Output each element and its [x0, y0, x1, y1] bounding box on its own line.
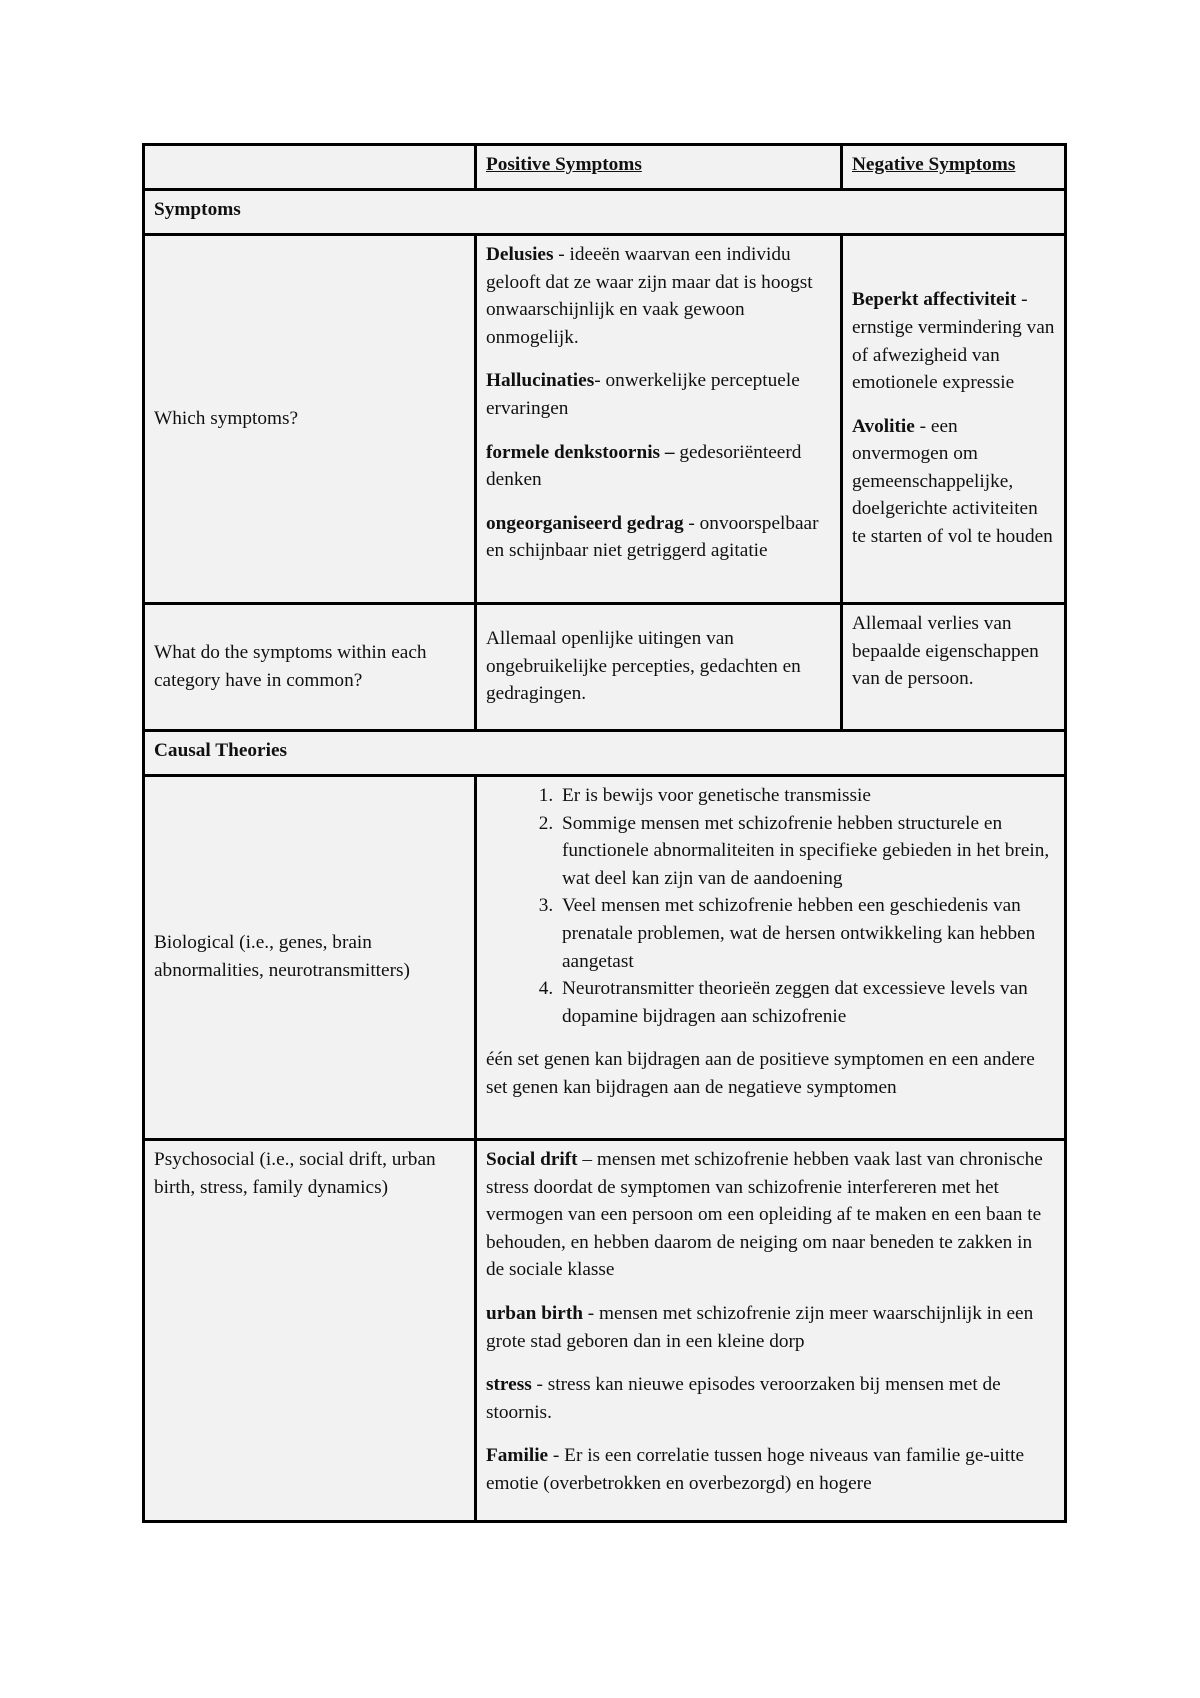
- psychosocial-stress: [486, 1371, 1055, 1426]
- term-gedrag: ongeorganiseerd gedrag: [486, 512, 684, 534]
- common-negative-cell: Allemaal verlies van bepaalde eigenschappen van de persoon.: [842, 604, 1066, 731]
- positive-symptom-delusies: [486, 241, 831, 351]
- term-familie: Familie: [486, 1445, 549, 1467]
- psychosocial-urban-birth: [486, 1300, 1055, 1355]
- section-heading-symptoms: Symptoms: [144, 190, 1066, 235]
- row-label-biological: Biological (i.e., genes, brain abnormalities, neurotransmitters): [144, 776, 476, 1140]
- positive-symptom-gedrag: [486, 510, 831, 565]
- row-label-common: What do the symptoms within each category have in common?: [144, 604, 476, 731]
- desc-social-drift: – mensen met schizofrenie hebben vaak last van chronische stress doordat de symptomen van schizofrenie interfereren met het vermogen van een persoon om een opleiding af te maken en een baan te behouden, en hebben daarom de neiging om naar beneden te zakken in de sociale klasse: [486, 1149, 1043, 1281]
- term-affectiviteit: Beperkt affectiviteit: [852, 289, 1017, 311]
- desc-avolitie: - een onvermogen om gemeenschappelijke, doelgerichte activiteiten te starten of vol te houden: [852, 415, 1053, 548]
- positive-symptoms-cell: [476, 235, 842, 604]
- section-row-symptoms: [144, 190, 1066, 235]
- row-biological: [144, 776, 1066, 1140]
- desc-hallucinaties: - onwerkelijke perceptuele ervaringen: [486, 370, 800, 419]
- row-label-psychosocial: Psychosocial (i.e., social drift, urban birth, stress, family dynamics): [144, 1140, 476, 1522]
- positive-symptom-hallucinaties: [486, 367, 831, 422]
- row-common: [144, 604, 1066, 731]
- row-which-symptoms: [144, 235, 1066, 604]
- desc-familie: - Er is een correlatie tussen hoge niveaus van familie ge-uitte emotie (overbetrokken en overbezorgd) en hogere: [486, 1445, 1025, 1494]
- row-psychosocial: [144, 1140, 1066, 1522]
- psychosocial-familie: [486, 1442, 1055, 1497]
- term-social-drift: Social drift: [486, 1149, 578, 1170]
- term-avolitie: Avolitie: [852, 415, 915, 437]
- header-positive-symptoms: Positive Symptoms: [476, 145, 842, 190]
- list-item: 3. Veel mensen met schizofrenie hebben een geschiedenis van prenatale problemen, wat de hersen ontwikkeling kan hebben aangetast: [558, 892, 1055, 975]
- biological-cell: [476, 776, 1066, 1140]
- negative-symptoms-cell: [842, 235, 1066, 604]
- section-row-causal: [144, 731, 1066, 776]
- desc-urban-birth: - mensen met schizofrenie zijn meer waarschijnlijk in een grote stad geboren dan in een kleine dorp: [486, 1302, 1034, 1352]
- desc-stress: - stress kan nieuwe episodes veroorzaken bij mensen met de stoornis.: [486, 1374, 1001, 1423]
- psychosocial-social-drift: [486, 1146, 1055, 1284]
- header-negative-symptoms: Negative Symptoms: [842, 145, 1066, 190]
- list-item: 2. Sommige mensen met schizofrenie hebben structurele en functionele abnormaliteiten in specifieke gebieden in het brein, wat deel kan zijn van de aandoening: [558, 810, 1055, 893]
- negative-symptom-affectiviteit: [852, 286, 1055, 396]
- term-denkstoornis: formele denkstoornis –: [486, 441, 675, 463]
- symptoms-table: [142, 143, 1067, 1523]
- header-empty-cell: [144, 145, 476, 190]
- biological-list: [486, 782, 1055, 1030]
- desc-denkstoornis: gedesoriënteerd denken: [486, 441, 802, 491]
- desc-affectiviteit: - ernstige vermindering van of afwezigheid van emotionele expressie: [852, 289, 1055, 394]
- desc-delusies: - ideeën waarvan een individu gelooft dat ze waar zijn maar dat is hoogst onwaarschijnlijk en vaak gewoon onmogelijk.: [486, 244, 813, 348]
- term-hallucinaties: Hallucinaties: [486, 370, 595, 392]
- list-item: 1. Er is bewijs voor genetische transmissie: [558, 782, 1055, 810]
- row-label-which-symptoms: Which symptoms?: [144, 235, 476, 604]
- positive-symptom-denkstoornis: [486, 439, 831, 494]
- section-heading-causal-theories: Causal Theories: [144, 731, 1066, 776]
- common-positive-cell: Allemaal openlijke uitingen van ongebruikelijke percepties, gedachten en gedragingen.: [476, 604, 842, 731]
- psychosocial-content: [486, 1146, 1055, 1514]
- negative-symptom-avolitie: [852, 413, 1055, 551]
- biological-note: één set genen kan bijdragen aan de positieve symptomen en een andere set genen kan bijdragen aan de negatieve symptomen: [486, 1049, 1035, 1098]
- desc-gedrag: - onvoorspelbaar en schijnbaar niet getriggerd agitatie: [486, 512, 819, 562]
- list-item: 4. Neurotransmitter theorieën zeggen dat excessieve levels van dopamine bijdragen aan schizofrenie: [558, 975, 1055, 1030]
- psychosocial-cell: [476, 1140, 1066, 1522]
- header-row: [144, 145, 1066, 190]
- term-delusies: Delusies: [486, 244, 554, 265]
- term-urban-birth: urban birth: [486, 1302, 583, 1324]
- term-stress: stress: [486, 1374, 532, 1396]
